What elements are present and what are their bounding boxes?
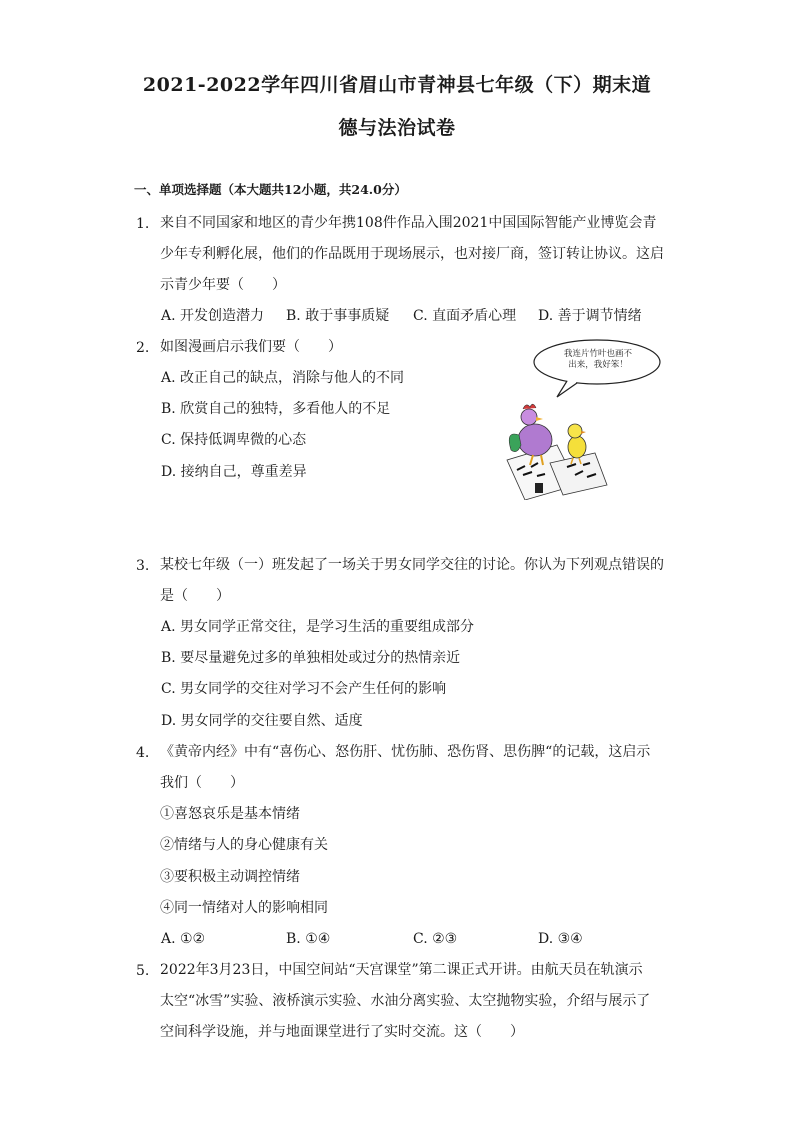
- question-2-number: 2.: [136, 340, 150, 356]
- exam-title-line2: 德与法治试卷: [338, 117, 456, 139]
- question-4-number: 4.: [136, 745, 150, 761]
- question-3-option-c[interactable]: C. 男女同学的交往对学习不会产生任何的影响: [161, 681, 447, 697]
- question-2-option-a[interactable]: A. 改正自己的缺点，消除与他人的不同: [161, 370, 405, 386]
- section-heading: 一、单项选择题（本大题共12小题，共24.0分）: [134, 182, 407, 197]
- question-4-statement: ④同一情绪对人的影响相同: [160, 900, 328, 916]
- question-1-stem-line: 示青少年要（ ）: [160, 277, 286, 293]
- question-2-option-d[interactable]: D. 接纳自己，尊重差异: [161, 464, 307, 480]
- cartoon-speech-line: 我连片竹叶也画不: [563, 349, 632, 359]
- question-5-stem-line: 2022年3月23日，中国空间站“天宫课堂”第二课正式开讲。由航天员在轨演示: [160, 962, 643, 978]
- question-3-number: 3.: [136, 558, 150, 574]
- question-3-stem-line: 某校七年级（一）班发起了一场关于男女同学交往的讨论。你认为下列观点错误的: [160, 557, 664, 573]
- question-2-stem: 如图漫画启示我们要（ ）: [160, 339, 342, 355]
- question-5-stem-line: 空间科学设施，并与地面课堂进行了实时交流。这（ ）: [160, 1024, 524, 1040]
- question-4-option-d[interactable]: D. ③④: [538, 931, 583, 947]
- question-4-statement: ①喜怒哀乐是基本情绪: [160, 806, 300, 822]
- question-1-stem-line: 少年专利孵化展，他们的作品既用于现场展示，也对接厂商，签订转让协议。这启: [160, 246, 664, 262]
- cartoon-illustration: [495, 335, 665, 500]
- question-5-number: 5.: [136, 963, 150, 979]
- question-3-stem-line: 是（ ）: [160, 588, 230, 604]
- question-1-option-b[interactable]: B. 敢于事事质疑: [286, 308, 390, 324]
- question-4-stem-line: 《黄帝内经》中有“喜伤心、怒伤肝、忧伤肺、恐伤肾、思伤脾“的记载，这启示: [160, 744, 651, 760]
- question-1-option-c[interactable]: C. 直面矛盾心理: [413, 308, 517, 324]
- question-3-option-d[interactable]: D. 男女同学的交往要自然、适度: [161, 713, 363, 729]
- question-4-option-a[interactable]: A. ①②: [161, 931, 206, 947]
- question-4-statement: ③要积极主动调控情绪: [160, 869, 300, 885]
- question-4-option-b[interactable]: B. ①④: [286, 931, 331, 947]
- cartoon-speech-line: 出来，我好笨！: [568, 360, 628, 370]
- question-3-option-b[interactable]: B. 要尽量避免过多的单独相处或过分的热情亲近: [161, 650, 461, 666]
- exam-title-line1: 2021-2022学年四川省眉山市青神县七年级（下）期末道: [142, 74, 652, 96]
- question-1-stem-line: 来自不同国家和地区的青少年携108件作品入围2021中国国际智能产业博览会青: [160, 215, 657, 231]
- question-4-statement: ②情绪与人的身心健康有关: [160, 837, 328, 853]
- question-1-option-a[interactable]: A. 开发创造潜力: [161, 308, 265, 324]
- question-1-number: 1.: [136, 216, 150, 232]
- question-3-option-a[interactable]: A. 男女同学正常交往，是学习生活的重要组成部分: [161, 619, 475, 635]
- question-5-stem-line: 太空“冰雪”实验、液桥演示实验、水油分离实验、太空抛物实验，介绍与展示了: [160, 993, 651, 1009]
- question-2-option-b[interactable]: B. 欣赏自己的独特，多看他人的不足: [161, 401, 391, 417]
- question-4-option-c[interactable]: C. ②③: [413, 931, 458, 947]
- question-2-option-c[interactable]: C. 保持低调卑微的心态: [161, 432, 307, 448]
- question-4-stem-line: 我们（ ）: [160, 775, 244, 791]
- question-1-option-d[interactable]: D. 善于调节情绪: [538, 308, 642, 324]
